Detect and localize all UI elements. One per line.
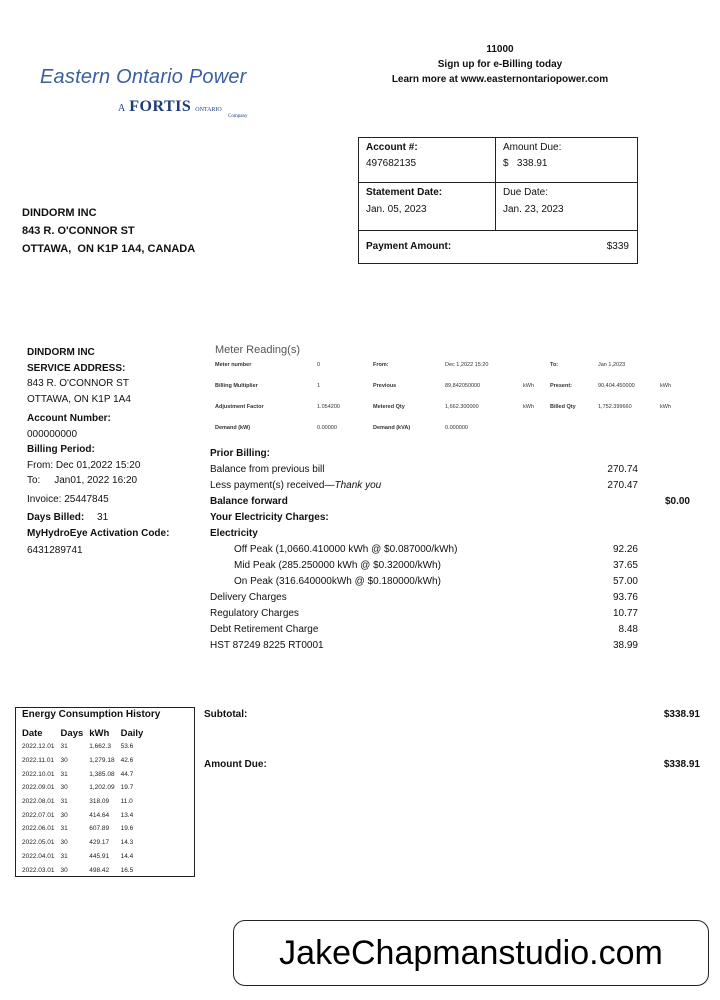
history-cell: 1,202.09 xyxy=(89,784,115,792)
history-table xyxy=(22,727,149,877)
meter-cell: 0.00000 xyxy=(317,425,337,431)
fortis-main: FORTIS xyxy=(129,98,192,115)
less-payment-thanks: Thank you xyxy=(334,480,382,491)
balance-forward: $0.00 xyxy=(664,496,690,507)
history-cell: 31 xyxy=(60,770,68,778)
history-cell: 2022.12.01 xyxy=(22,743,55,751)
payment-amount: $339 xyxy=(606,241,629,252)
meter-cell: 1.054200 xyxy=(317,404,340,410)
charges-section xyxy=(210,446,690,654)
days-billed-label: Days Billed: xyxy=(27,512,85,523)
history-header: Date xyxy=(22,728,43,739)
meter-cell: Previous xyxy=(373,383,397,389)
meter-cell: 0 xyxy=(317,362,321,368)
promo-block xyxy=(360,42,640,87)
mailing-address xyxy=(22,204,195,258)
history-cell: 31 xyxy=(60,852,68,860)
subtotal-value: $338.91 xyxy=(663,709,700,720)
history-row xyxy=(22,850,149,864)
history-row xyxy=(22,781,149,795)
due-date-label: Due Date: xyxy=(503,187,549,198)
meter-row xyxy=(215,383,685,404)
days-billed: 31 xyxy=(97,512,109,523)
balance-prev: 270.74 xyxy=(607,464,638,475)
meter-cell: kWh xyxy=(660,404,671,410)
service-address-label: SERVICE ADDRESS: xyxy=(27,362,126,374)
amount-due-value: $ 338.91 xyxy=(503,158,548,169)
history-cell: 30 xyxy=(60,757,68,765)
history-row xyxy=(22,740,149,754)
history-cell: 44.7 xyxy=(120,770,134,778)
meter-cell: Dec 1,2022 15:20 xyxy=(445,362,489,368)
meter-cell: Present: xyxy=(550,383,573,389)
fortis-prefix: A xyxy=(118,103,126,114)
subtotal-label: Subtotal: xyxy=(204,709,248,720)
history-header: Daily xyxy=(120,728,144,739)
account-summary-box xyxy=(358,137,638,264)
meter-cell: 1 xyxy=(317,383,321,389)
meter-readings-title: Meter Reading(s) xyxy=(215,344,300,356)
meter-cell: Billing Multiplier xyxy=(215,383,258,389)
history-cell: 1,662.3 xyxy=(89,743,111,751)
history-header: kWh xyxy=(89,728,110,739)
meter-cell: Metered Qty xyxy=(373,404,405,410)
meter-cell: Demand (kVA) xyxy=(373,425,411,431)
due-date: Jan. 23, 2023 xyxy=(503,204,564,215)
history-cell: 2022.08.01 xyxy=(22,798,55,806)
history-cell: 31 xyxy=(60,743,68,751)
debt: 8.48 xyxy=(618,624,638,635)
debt-label: Debt Retirement Charge xyxy=(210,624,319,635)
off-peak-label: Off Peak (1,0660.410000 kWh @ $0.087000/kWh) xyxy=(234,544,458,555)
history-header: Days xyxy=(60,728,84,739)
history-cell: 498.42 xyxy=(89,866,110,874)
meter-row xyxy=(215,425,685,446)
meter-cell: 1,752.399660 xyxy=(598,404,632,410)
meter-cell: Jan 1,2023 xyxy=(598,362,626,368)
history-cell: 2022.03.01 xyxy=(22,866,55,874)
history-cell: 14.4 xyxy=(120,852,134,860)
history-cell: 31 xyxy=(60,798,68,806)
service-street: 843 R. O'CONNOR ST xyxy=(27,378,129,389)
company-logo-name: Eastern Ontario Power xyxy=(40,66,247,88)
history-row xyxy=(22,822,149,836)
your-charges-label: Your Electricity Charges: xyxy=(210,512,329,523)
off-peak: 92.26 xyxy=(612,544,638,555)
history-cell: 445.91 xyxy=(89,852,110,860)
meter-cell: From: xyxy=(373,362,389,368)
history-title: Energy Consumption History xyxy=(22,709,161,720)
meter-cell: Adjustment Factor xyxy=(215,404,264,410)
amount-due-label: Amount Due: xyxy=(503,142,562,153)
history-cell: 11.0 xyxy=(120,798,133,806)
billing-period-label: Billing Period: xyxy=(27,444,95,455)
history-cell: 1,279.18 xyxy=(89,757,115,765)
customer-account-number: 000000000 xyxy=(27,428,78,440)
meter-cell: 1,662.300000 xyxy=(445,404,479,410)
history-row xyxy=(22,767,149,781)
consumption-history-box xyxy=(15,707,195,877)
history-row xyxy=(22,863,149,877)
delivery-label: Delivery Charges xyxy=(210,592,287,603)
fortis-logo xyxy=(118,98,222,116)
total-amount-due-label: Amount Due: xyxy=(204,759,267,770)
history-cell: 30 xyxy=(60,811,68,819)
mailing-street: 843 R. O'CONNOR ST xyxy=(22,225,135,237)
meter-cell: Billed Qty xyxy=(550,404,576,410)
history-cell: 19.6 xyxy=(120,825,134,833)
statement-date: Jan. 05, 2023 xyxy=(366,204,427,215)
history-cell: 30 xyxy=(60,839,68,847)
history-cell: 2022.11.01 xyxy=(22,757,55,765)
watermark: JakeChapmanstudio.com xyxy=(233,920,709,986)
on-peak: 57.00 xyxy=(612,576,638,587)
mailing-name: DINDORM INC xyxy=(22,207,97,219)
customer-info xyxy=(27,345,207,559)
promo-line2: Learn more at www.easternontariopower.com xyxy=(391,74,609,85)
history-cell: 14.3 xyxy=(120,839,134,847)
myhydroeye-code: 6431289741 xyxy=(27,545,83,556)
history-cell: 30 xyxy=(60,866,68,874)
mailing-city: OTTAWA, ON K1P 1A4, CANADA xyxy=(22,243,196,255)
electricity-label: Electricity xyxy=(210,528,258,539)
history-cell: 16.5 xyxy=(120,866,134,874)
meter-cell: kWh xyxy=(523,383,534,389)
myhydroeye-label: MyHydroEye Activation Code: xyxy=(27,527,170,539)
history-cell: 2022.09.01 xyxy=(22,784,55,792)
subtotal-row xyxy=(204,709,700,720)
history-cell: 414.64 xyxy=(89,811,110,819)
service-city: OTTAWA, ON K1P 1A4 xyxy=(27,393,131,405)
fortis-company: Company xyxy=(228,114,248,119)
history-cell: 2022.07.01 xyxy=(22,811,55,819)
billing-to: To: Jan01, 2022 16:20 xyxy=(27,475,138,486)
mid-peak-label: Mid Peak (285.250000 kWh @ $0.32000/kWh) xyxy=(234,560,441,571)
history-row xyxy=(22,795,149,809)
meter-readings-grid xyxy=(215,362,685,446)
history-cell: 2022.10.01 xyxy=(22,770,55,778)
account-label: Account #: xyxy=(366,142,418,153)
meter-cell: kWh xyxy=(660,383,671,389)
regulatory-label: Regulatory Charges xyxy=(210,608,299,619)
total-amount-due-value: $338.91 xyxy=(663,759,700,770)
less-payment-label: Less payment(s) received— xyxy=(210,480,335,491)
less-payment: 270.47 xyxy=(607,480,638,491)
meter-row xyxy=(215,362,685,383)
history-cell: 2022.04.01 xyxy=(22,852,55,860)
history-cell: 30 xyxy=(60,784,68,792)
history-cell: 13.4 xyxy=(120,811,134,819)
meter-cell: Meter number xyxy=(215,362,252,368)
on-peak-label: On Peak (316.640000kWh @ $0.180000/kWh) xyxy=(234,576,441,587)
history-cell: 19.7 xyxy=(120,784,134,792)
invoice-number: Invoice: 25447845 xyxy=(27,493,109,505)
delivery: 93.76 xyxy=(612,592,638,603)
customer-name: DINDORM INC xyxy=(27,347,95,358)
balance-prev-label: Balance from previous bill xyxy=(210,464,325,475)
history-cell: 1,385.08 xyxy=(89,770,115,778)
meter-cell: To: xyxy=(550,362,559,368)
history-cell: 318.09 xyxy=(89,798,110,806)
history-cell: 31 xyxy=(60,825,68,833)
history-cell: 53.6 xyxy=(120,743,134,751)
account-number: 497682135 xyxy=(366,158,417,169)
account-number-label: Account Number: xyxy=(27,413,111,424)
history-cell: 429.17 xyxy=(89,839,110,847)
history-cell: 42.6 xyxy=(120,757,134,765)
history-row xyxy=(22,836,149,850)
hst: 38.99 xyxy=(612,640,638,651)
fortis-suffix: ONTARIO xyxy=(195,107,222,113)
history-row xyxy=(22,754,149,768)
history-cell: 607.89 xyxy=(89,825,110,833)
balance-forward-label: Balance forward xyxy=(210,496,288,507)
prior-billing-label: Prior Billing: xyxy=(210,448,270,459)
history-cell: 2022.06.01 xyxy=(22,825,55,833)
statement-date-label: Statement Date: xyxy=(366,187,443,198)
billing-from: From: Dec 01,2022 15:20 xyxy=(27,459,141,471)
hst-label: HST 87249 8225 RT0001 xyxy=(210,640,324,651)
history-cell: 2022.05.01 xyxy=(22,839,55,847)
promo-line1: Sign up for e-Billing today xyxy=(437,59,563,70)
amount-due-row xyxy=(204,759,700,770)
regulatory: 10.77 xyxy=(612,608,638,619)
history-row xyxy=(22,808,149,822)
meter-row xyxy=(215,404,685,425)
meter-cell: kWh xyxy=(523,404,534,410)
meter-cell: Demand (kW) xyxy=(215,425,251,431)
meter-cell: 90,404.450000 xyxy=(598,383,635,389)
mid-peak: 37.65 xyxy=(612,560,638,571)
meter-cell: 89,842050000 xyxy=(445,383,481,389)
promo-code: 11000 xyxy=(486,44,514,55)
meter-cell: 0.000000 xyxy=(445,425,468,431)
payment-amount-label: Payment Amount: xyxy=(366,241,452,252)
